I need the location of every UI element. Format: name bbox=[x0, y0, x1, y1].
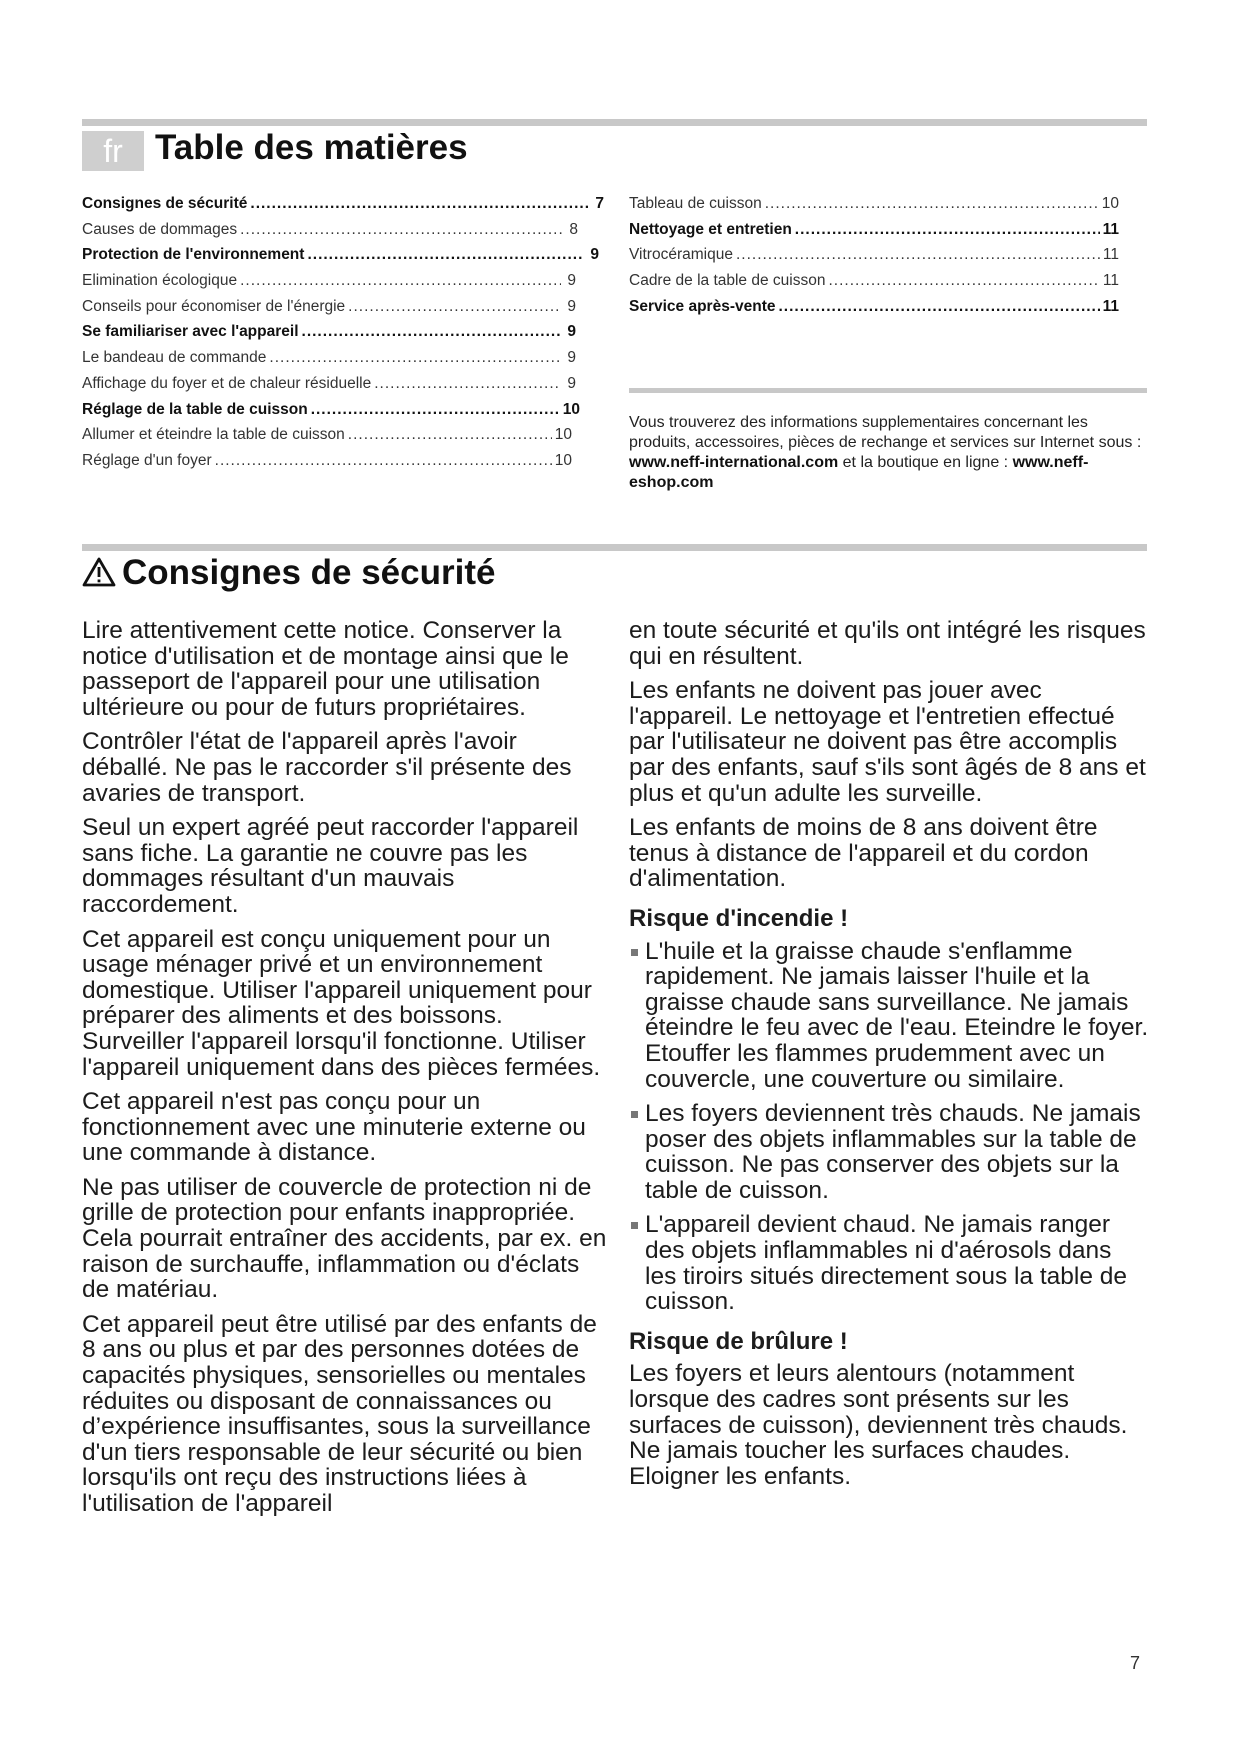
fire-risk-bullet: L'appareil devient chaud. Ne jamais ranger des objets inflammables ni d'aérosols dans les tiroirs situés directement sous la table de cuisson. bbox=[629, 1212, 1149, 1314]
toc-entry[interactable]: Conseils pour économiser de l'énergie ..... 9 bbox=[82, 298, 576, 324]
paragraph: Les enfants de moins de 8 ans doivent être tenus à distance de l'appareil et du cordon d'alimentation. bbox=[629, 814, 1098, 893]
safety-left-column bbox=[82, 618, 607, 1526]
paragraph: Lire attentivement cette notice. Conserver la notice d'utilisation et de montage ainsi que le passeport de l'appareil pour une utilisation ultérieure ou pour de futurs propriétaires. bbox=[82, 617, 569, 721]
toc-entry[interactable]: Réglage de la table de cuisson ..... 10 bbox=[82, 401, 580, 427]
toc-title: Table des matières bbox=[155, 128, 468, 167]
toc-entry[interactable]: Le bandeau de commande ..... 9 bbox=[82, 349, 576, 375]
safety-title-text: Consignes de sécurité bbox=[122, 553, 496, 592]
toc-entry[interactable]: Tableau de cuisson ..... 10 bbox=[629, 195, 1119, 221]
info-note-text: Vous trouverez des informations supplementaires concernant les produits, accessoires, pièces de rechange et services sur Internet sous : bbox=[629, 414, 1142, 451]
info-rule bbox=[629, 388, 1147, 393]
language-tag: fr bbox=[82, 131, 144, 171]
safety-title bbox=[82, 553, 495, 593]
info-note-mid: et la boutique en ligne : bbox=[838, 454, 1013, 471]
toc-entry[interactable]: Vitrocéramique ..... 11 bbox=[629, 246, 1119, 272]
paragraph: Contrôler l'état de l'appareil après l'avoir déballé. Ne pas le raccorder s'il présente des avaries de transport. bbox=[82, 728, 572, 807]
paragraph: Cet appareil n'est pas conçu pour un fonctionnement avec une minuterie externe ou une commande à distance. bbox=[82, 1088, 586, 1167]
toc-entry[interactable]: Nettoyage et entretien ..... 11 bbox=[629, 221, 1119, 247]
page-number: 7 bbox=[1130, 1653, 1141, 1673]
paragraph: Les enfants ne doivent pas jouer avec l'appareil. Le nettoyage et l'entretien effectué par l'utilisateur ne doivent pas être accomplis par des enfants, sauf s'ils sont âgés de 8 ans et plus et qu'un adulte les surveille. bbox=[629, 677, 1146, 807]
toc-left-column bbox=[82, 195, 604, 478]
toc-entry[interactable]: Réglage d'un foyer ..... 10 bbox=[82, 452, 572, 478]
toc-entry[interactable]: Protection de l'environnement ..... 9 bbox=[82, 246, 599, 272]
toc-top-rule bbox=[82, 119, 1147, 126]
toc-entry[interactable]: Se familiariser avec l'appareil ..... 9 bbox=[82, 323, 576, 349]
toc-entry[interactable]: Service après-vente ..... 11 bbox=[629, 298, 1119, 324]
eshop-link[interactable]: www.neff-eshop.com bbox=[629, 454, 1089, 491]
paragraph: Seul un expert agréé peut raccorder l'appareil sans fiche. La garantie ne couvre pas les dommages résultant d'un mauvais raccordement. bbox=[82, 814, 579, 918]
website-link[interactable]: www.neff-international.com bbox=[629, 454, 839, 471]
warning-icon bbox=[82, 557, 116, 587]
toc-entry[interactable]: Causes de dommages ..... 8 bbox=[82, 221, 578, 247]
fire-risk-heading: Risque d'incendie ! bbox=[629, 904, 849, 932]
paragraph: Cet appareil peut être utilisé par des enfants de 8 ans ou plus et par des personnes dotées de capacités physiques, sensorielles ou mentales réduites ou disposant de connaissances ou d’expérience insuffisantes, sous la surveillance d'un tiers responsable de leur sécurité ou bien lorsqu'ils ont reçu des instructions liées à l'utilisation de l'appareil bbox=[82, 1310, 597, 1517]
paragraph: Ne pas utiliser de couvercle de protection ni de grille de protection pour enfants inappropriée. Cela pourrait entraîner des accidents, par ex. en raison de surchauffe, inflammation ou d'éclats de matériau. bbox=[82, 1173, 607, 1304]
safety-top-rule bbox=[82, 544, 1147, 551]
toc-entry[interactable]: Cadre de la table de cuisson ..... 11 bbox=[629, 272, 1119, 298]
toc-entry[interactable]: Allumer et éteindre la table de cuisson ..... 10 bbox=[82, 426, 572, 452]
toc-entry[interactable]: Consignes de sécurité ..... 7 bbox=[82, 195, 604, 221]
paragraph: Les foyers et leurs alentours (notamment lorsque des cadres sont présents sur les surfaces de cuisson), deviennent très chauds. Ne jamais toucher les surfaces chaudes. Eloigner les enfants. bbox=[629, 1360, 1128, 1490]
paragraph: Cet appareil est conçu uniquement pour un usage ménager privé et un environnement domestique. Utiliser l'appareil uniquement pour préparer des aliments et des boissons. Surveiller l'appareil lorsqu'il fonctionne. Utiliser l'appareil uniquement dans des pièces fermées. bbox=[82, 925, 601, 1081]
info-note bbox=[629, 413, 1149, 493]
burn-risk-heading: Risque de brûlure ! bbox=[629, 1327, 848, 1355]
safety-right-column bbox=[629, 618, 1149, 1498]
toc-right-column bbox=[629, 195, 1119, 323]
paragraph: en toute sécurité et qu'ils ont intégré les risques qui en résultent. bbox=[629, 617, 1146, 670]
fire-risk-bullet: L'huile et la graisse chaude s'enflamme rapidement. Ne jamais laisser l'huile et la graisse chaude sans surveillance. Ne jamais éteindre le feu avec de l'eau. Eteindre le foyer. Etouffer les flammes prudemment avec un couvercle, une couverture ou similaire. bbox=[629, 939, 1149, 1093]
toc-entry[interactable]: Affichage du foyer et de chaleur résiduelle ..... 9 bbox=[82, 375, 576, 401]
toc-entry[interactable]: Elimination écologique ..... 9 bbox=[82, 272, 576, 298]
fire-risk-bullet: Les foyers deviennent très chauds. Ne jamais poser des objets inflammables sur la table de cuisson. Ne pas conserver des objets sur la table de cuisson. bbox=[629, 1101, 1149, 1203]
